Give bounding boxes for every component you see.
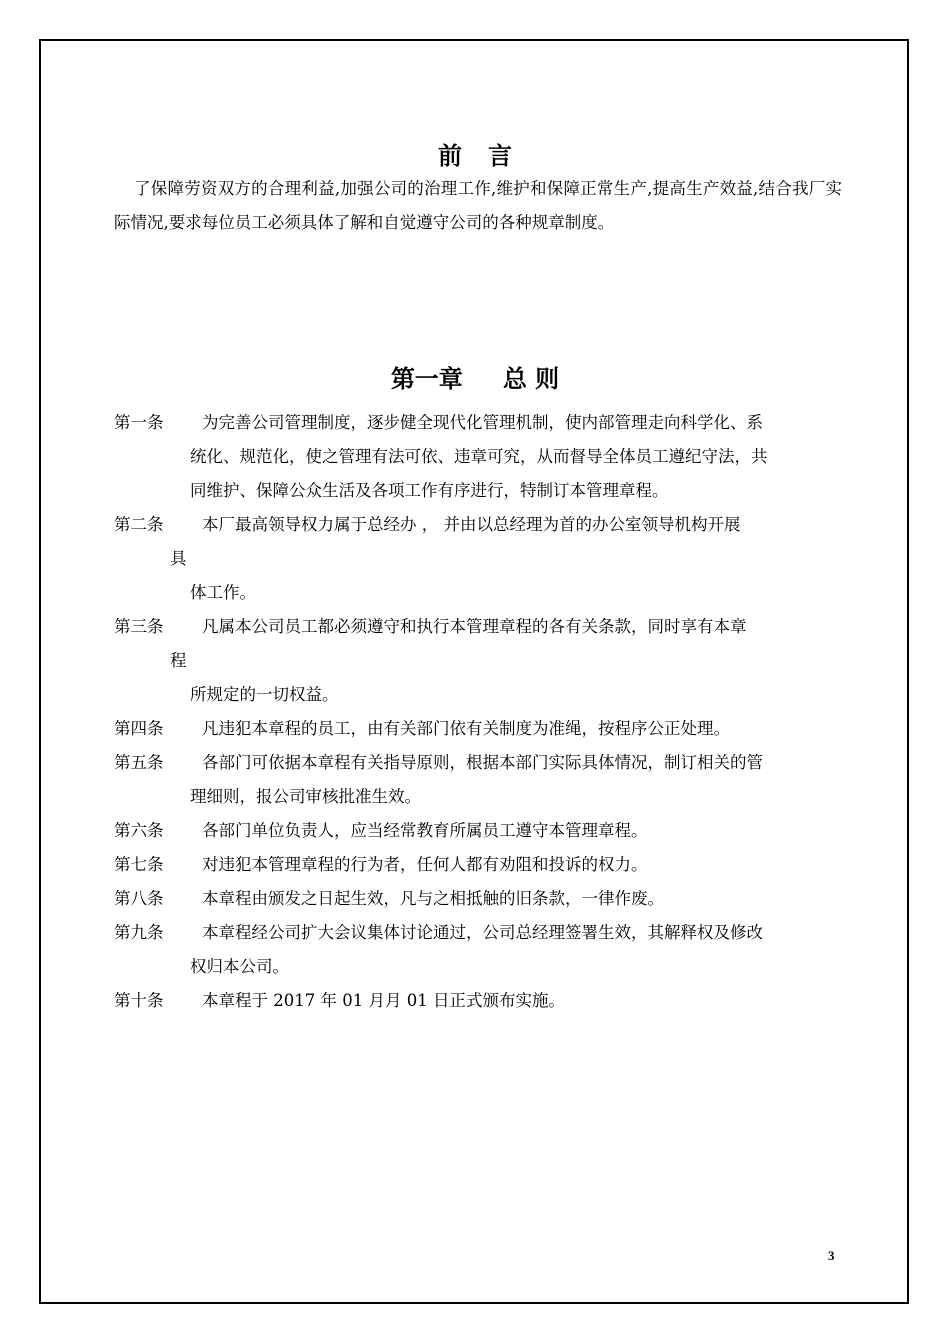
- chapter-number: 第一章: [390, 364, 463, 393]
- article-1: [114, 406, 854, 508]
- article-4: [114, 712, 854, 746]
- article-10: [114, 984, 854, 1018]
- article-list: [114, 406, 854, 1018]
- article-text-line: 权归本公司。: [190, 957, 289, 976]
- article-text-line: 凡属本公司员工都必须遵守和执行本管理章程的各有关条款，同时享有本章: [202, 617, 747, 636]
- article-label: 第八条: [114, 889, 164, 908]
- article-text-line: 对违犯本管理章程的行为者，任何人都有劝阻和投诉的权力。: [202, 855, 648, 874]
- article-label: 第九条: [114, 923, 164, 942]
- article-text-line: 同维护、保障公众生活及各项工作有序进行，特制订本管理章程。: [190, 481, 669, 500]
- article-text-line: 各部门单位负责人，应当经常教育所属员工遵守本管理章程。: [202, 821, 648, 840]
- article-text-line: 本章程经公司扩大会议集体讨论通过，公司总经理签署生效，其解释权及修改: [202, 923, 763, 942]
- article-text-line: 统化、规范化，使之管理有法可依、违章可究，从而督导全体员工遵纪守法，共: [190, 447, 768, 466]
- article-text-line: 理细则，报公司审核批准生效。: [190, 787, 421, 806]
- preface-title: 前言: [438, 141, 538, 170]
- article-text-line: 本章程于 2017 年 01 月月 01 日正式颁布实施。: [202, 991, 565, 1010]
- article-7: [114, 848, 854, 882]
- article-5: [114, 746, 854, 814]
- article-8: [114, 882, 854, 916]
- article-label: 第二条: [114, 515, 164, 534]
- article-9: [114, 916, 854, 984]
- article-text-line: 本厂最高领导权力属于总经办 ， 并由以总经理为首的办公室领导机构开展: [202, 515, 741, 534]
- article-label: 第三条: [114, 617, 164, 636]
- article-label: 第七条: [114, 855, 164, 874]
- article-label: 第四条: [114, 719, 164, 738]
- chapter-title: [0, 359, 950, 394]
- article-text-line: 体工作。: [190, 583, 256, 602]
- article-label: 第一条: [114, 413, 164, 432]
- article-text-line: 凡违犯本章程的员工，由有关部门依有关制度为准绳，按程序公正处理。: [202, 719, 730, 738]
- article-text-line: 为完善公司管理制度，逐步健全现代化管理机制，使内部管理走向科学化、系: [202, 413, 763, 432]
- article-2: [114, 508, 854, 610]
- page-number: 3: [828, 1248, 835, 1263]
- article-text-line: 所规定的一切权益。: [190, 685, 339, 704]
- preface-text: 了保障劳资双方的合理利益,加强公司的治理工作,维护和保障正常生产,提高生产效益,结合我厂实际情况,要求每位员工必须具体了解和自觉遵守公司的各种规章制度。: [114, 179, 842, 232]
- article-text-line: 程: [170, 651, 187, 670]
- article-3: [114, 610, 854, 712]
- chapter-name: 总 则: [502, 364, 560, 393]
- article-text-line: 具: [170, 549, 187, 568]
- article-text-line: 本章程由颁发之日起生效，凡与之相抵触的旧条款，一律作废。: [202, 889, 664, 908]
- article-label: 第六条: [114, 821, 164, 840]
- article-label: 第五条: [114, 753, 164, 772]
- article-text-line: 各部门可依据本章程有关指导原则，根据本部门实际具体情况，制订相关的管: [202, 753, 763, 772]
- article-label: 第十条: [114, 991, 164, 1010]
- article-6: [114, 814, 854, 848]
